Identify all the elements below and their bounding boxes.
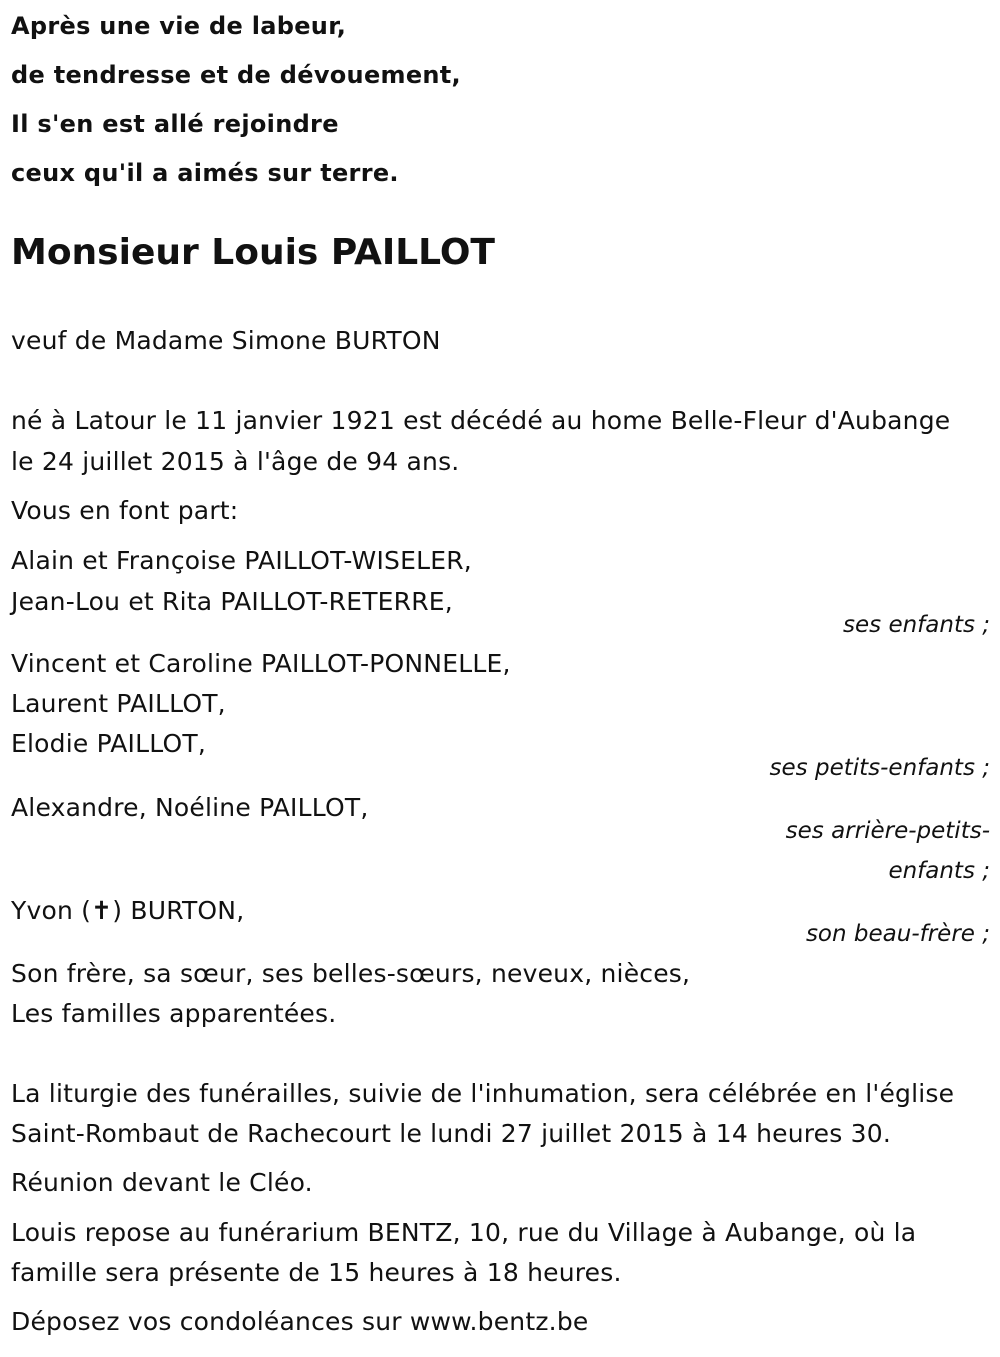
funeral-line-1: La liturgie des funérailles, suivie de l'inhumation, sera célébrée en l'église [11,1079,955,1108]
poem-line-4: ceux qu'il a aimés sur terre. [11,159,399,187]
great-grandchildren-relation-line-2: enfants ; [888,858,990,884]
child-line-2: Jean-Lou et Rita PAILLOT-RETERRE, [11,587,453,616]
poem-line-3: Il s'en est allé rejoindre [11,110,339,138]
funeral-line-2: Saint-Rombaut de Rachecourt le lundi 27 juillet 2015 à 14 heures 30. [11,1119,891,1148]
rest-line-1: Louis repose au funérarium BENTZ, 10, rue du Village à Aubange, où la [11,1218,917,1247]
grandchild-line-1: Vincent et Caroline PAILLOT-PONNELLE, [11,649,511,678]
grandchild-line-3: Elodie PAILLOT, [11,729,206,758]
brother-in-law: Yvon (✝) BURTON, [11,896,245,925]
child-line-1: Alain et Françoise PAILLOT-WISELER, [11,546,472,575]
spouse-line: veuf de Madame Simone BURTON [11,326,441,355]
great-grandchildren-relation-line-1: ses arrière-petits- [785,818,990,844]
grandchildren-relation: ses petits-enfants ; [769,755,990,781]
announce-intro: Vous en font part: [11,496,239,525]
poem-line-1: Après une vie de labeur, [11,12,347,40]
rest-line-2: famille sera présente de 15 heures à 18 heures. [11,1258,622,1287]
birth-death-line-1: né à Latour le 11 janvier 1921 est décédé au home Belle-Fleur d'Aubange [11,406,951,435]
great-grandchild-line-1: Alexandre, Noéline PAILLOT, [11,793,369,822]
meeting-line: Réunion devant le Cléo. [11,1168,313,1197]
poem-line-2: de tendresse et de dévouement, [11,61,461,89]
brother-in-law-relation: son beau-frère ; [805,921,990,947]
birth-death-line-2: le 24 juillet 2015 à l'âge de 94 ans. [11,447,460,476]
deceased-name: Monsieur Louis PAILLOT [11,232,495,273]
condolences-line: Déposez vos condoléances sur www.bentz.be [11,1307,589,1336]
children-relation: ses enfants ; [843,612,990,638]
other-family-line-2: Les familles apparentées. [11,999,337,1028]
grandchild-line-2: Laurent PAILLOT, [11,689,226,718]
other-family-line-1: Son frère, sa sœur, ses belles-sœurs, neveux, nièces, [11,959,691,988]
